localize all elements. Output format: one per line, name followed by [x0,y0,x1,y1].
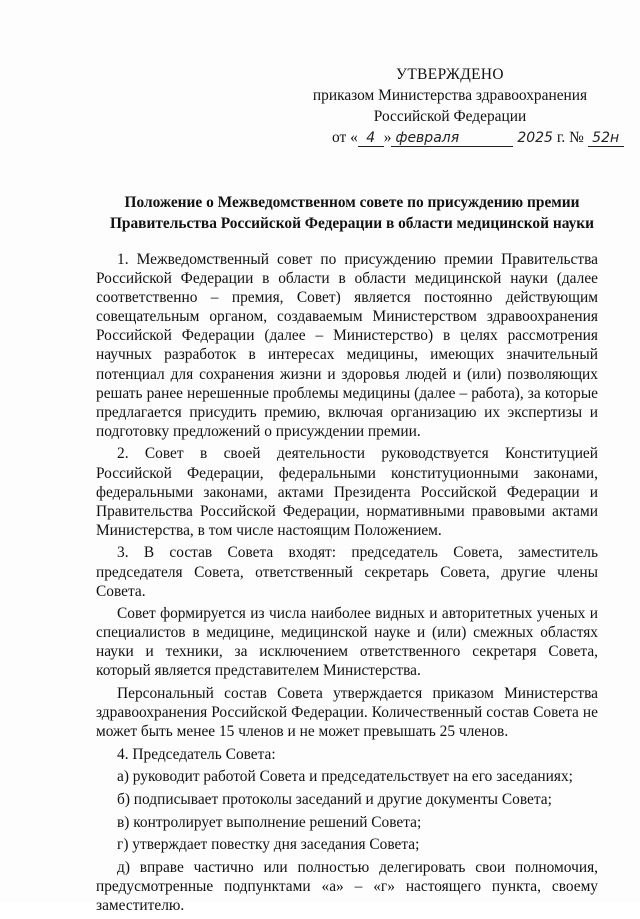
document-title [96,192,608,234]
approval-order-line: приказом Министерства здравоохранения [312,87,588,104]
handwritten-order-number: 52н [588,130,624,147]
paragraph-council-formation: Совет формируется из числа наиболее видных и авторитетных ученых и специалистов в медицине, медицинской науке и (или) смежных областях науки и техники, за исключением ответственного секретаря Совета, который является представителем Министерства. [96,605,598,680]
paragraph-2: 2. Совет в своей деятельности руководствуется Конституцией Российской Федерации, федеральными конституционными законами, федеральными законами, актами Президента Российской Федерации и Правительства Российской Федерации, нормативными правовыми актами Министерства, в том числе настоящим Положением. [96,445,598,539]
paragraph-3: 3. В состав Совета входят: председатель Совета, заместитель председателя Совета, ответственный секретарь Совета, другие члены Совета. [96,544,598,600]
title-line-1: Положение о Межведомственном совете по присуждению премии [124,194,580,211]
handwritten-month: февраля [391,130,513,147]
subitem-g: г) утверждает повестку дня заседания Совета; [117,836,420,854]
approval-heading: УТВЕРЖДЕНО [396,66,504,83]
year-suffix: г. № [556,129,584,146]
paragraph-4: 4. Председатель Совета: [117,745,276,763]
date-prefix: от « [332,129,358,146]
paragraph-1: 1. Межведомственный совет по присуждению премии Правительства Российской Федерации в области в области медицинской науки (далее соответственно – премия, Совет) является постоянно действующим совещательным органом, создаваемым Министерством здравоохранения Российской Федерации (далее – Министерство) в целях рассмотрения научных разработок в интересах медицины, имеющих значительный потенциал для сохранения жизни и здоровья людей и (или) позволяющих решать ранее нерешенные проблемы медицины (далее – работа), за которые предлагается присудить премию, включая организацию их экспертизы и подготовку предложений о присуждении премии. [96,251,598,440]
handwritten-day: 4 [358,130,384,147]
handwritten-year: 2025 [517,130,553,146]
approval-stamp [300,64,620,149]
approval-date-line [300,127,620,149]
subitem-d: д) вправе частично или полностью делегировать свои полномочия, предусмотренные подпунктами «а» – «г» настоящего пункта, своему заместителю. [96,858,598,914]
title-line-2: Правительства Российской Федерации в области медицинской науки [109,215,595,232]
approval-federation-line: Российской Федерации [373,108,527,125]
paragraph-council-composition: Персональный состав Совета утверждается приказом Министерства здравоохранения Российской Федерации. Количественный состав Совета не может быть менее 15 членов и не может превышать 25 членов. [96,685,598,741]
date-close: » [383,129,392,146]
subitem-v: в) контролирует выполнение решений Совета; [117,813,422,831]
subitem-a: а) руководит работой Совета и председательствует на его заседаниях; [117,768,573,786]
document-body [96,250,598,919]
subitem-b: б) подписывает протоколы заседаний и другие документы Совета; [117,791,552,809]
